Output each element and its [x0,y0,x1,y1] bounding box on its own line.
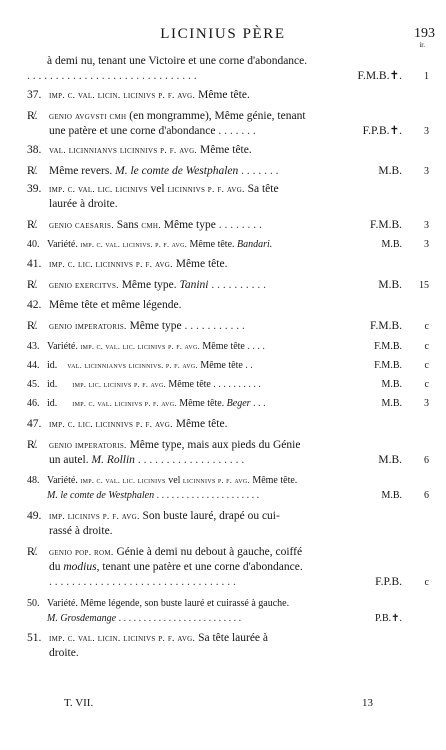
entry-line [27,257,429,272]
entry-number: 44. [27,360,40,371]
entry-text: imp. c. lic. licinnivs p. f. avg. Même tête. [49,258,228,270]
entry-text: genio avgvsti cmh (en mongramme), Même génie, tenant [49,110,306,122]
entry-line [27,575,429,590]
entry-text: genio exercitvs. Même type. Tanini . . . . . . . . . . [49,279,266,291]
entry-text: val. licinnianvs licinnivs p. f. avg. Même tête. [49,144,252,156]
entry-number: 40. [27,239,40,250]
entry-number: R̸. [27,320,38,332]
catalogue-entry [27,377,429,392]
entry-line [27,88,429,103]
catalogue-entries [27,54,429,661]
entry-line [27,298,429,313]
entry-text: laurée à droite. [49,198,118,210]
catalogue-entry [27,143,429,158]
rarity-value: 3 [424,166,429,177]
entry-number: 38. [27,144,42,156]
entry-line [27,164,429,179]
entry-number: 48. [27,475,40,486]
entry-text: droite. [49,647,79,659]
entry-line [27,438,429,453]
entry-line [27,358,429,373]
rarity-value: c [424,360,429,371]
entry-number: 45. [27,379,40,390]
tome-number: T. VII. [64,697,94,709]
collection-reference: F.M.B. [374,360,402,371]
entry-number: 46. [27,398,40,409]
entry-text: imp. c. lic. licinnivs p. f. avg. Même tête. [49,418,228,430]
entry-number: R̸. [27,546,38,558]
entry-line [27,69,429,84]
collection-reference: P.B.✝. [374,613,402,624]
catalogue-entry [27,218,429,233]
entry-text: id. imp. lic. licinivs p. f. avg. Même tête . . . . . . . . . . [47,379,261,390]
collection-reference: M.B. [378,454,402,466]
entry-text: genio imperatoris. Même type, mais aux pieds du Génie [49,439,301,451]
entry-line [27,646,429,661]
entry-line [27,278,429,293]
catalogue-entry [27,237,429,252]
catalogue-entry [27,509,429,539]
collection-reference: M.B. [381,398,402,409]
entry-line [27,396,429,411]
entry-line [27,560,429,575]
entry-number: R̸. [27,439,38,451]
entry-line [27,596,429,611]
entry-text: à demi nu, tenant une Victoire et une corne d'abondance. [47,55,308,67]
catalogue-entry [27,358,429,373]
entry-text: genio imperatoris. Même type . . . . . . . . . . . [49,320,245,332]
entry-text: du modius, tenant une patère et une corne d'abondance. [49,561,303,573]
collection-reference: M.B. [381,239,402,250]
entry-line [27,319,429,334]
collection-reference: F.M.B. [374,341,402,352]
entry-line [27,524,429,539]
entry-number: 50. [27,598,40,609]
entry-number: R̸. [27,279,38,291]
entry-number: R̸. [27,110,38,122]
catalogue-entry [27,54,429,84]
rarity-value: c [424,379,429,390]
entry-number: 37. [27,89,42,101]
entry-text: . . . . . . . . . . . . . . . . . . . . . . . . . . . . . . . . . [49,576,236,588]
entry-number: R̸. [27,219,38,231]
rarity-value: c [424,321,429,332]
entry-text: imp. c. val. lic. licinivs vel licinnivs p. f. avg. Sa tête [49,183,279,195]
entry-text: imp. c. val. licin. licinivs p. f. avg. Sa tête laurée à [49,632,269,644]
catalogue-entry [27,417,429,432]
catalogue-entry [27,298,429,313]
collection-reference: M.B. [378,279,402,291]
entry-text: Variété. imp. c. val. lic. licinivs p. f. avg. Même tête . . . . [47,341,265,352]
entry-text: Même revers. M. le comte de Westphalen . . . . . . . [49,165,279,177]
entry-line [27,545,429,560]
entry-line [27,54,429,69]
entry-number: R̸. [27,165,38,177]
rarity-value: 3 [424,126,429,137]
entry-line [27,509,429,524]
entry-text: id. imp. c. val. licinivs p. f. avg. Même tête. Beger . . . [47,398,266,409]
entry-line [27,197,429,212]
entry-line [27,237,429,252]
rarity-value: 6 [424,455,429,466]
catalogue-entry [27,339,429,354]
entry-text: Même tête et même légende. [49,299,182,311]
rarity-value: 3 [424,220,429,231]
entry-text: genio caesaris. Sans cmh. Même type . . . . . . . . [49,219,262,231]
entry-number: 42. [27,299,42,311]
collection-reference: F.M.B. [370,219,402,231]
entry-number: 49. [27,510,42,522]
entry-text: id. val. licinnianvs licinnivs. p. f. avg. Même tête . . [47,360,253,371]
collection-reference: F.M.B.✝. [357,70,402,82]
entry-text: genio pop. rom. Génie à demi nu debout à gauche, coiffé [49,546,303,558]
catalogue-entry [27,109,429,139]
catalogue-entry [27,88,429,103]
page-number: 193 [414,26,435,41]
rarity-value: 3 [424,398,429,409]
catalogue-entry [27,473,429,503]
entry-line [27,143,429,158]
entry-line [27,417,429,432]
entry-line [27,377,429,392]
entry-line [27,182,429,197]
entry-text: imp. licinivs p. f. avg. Son buste lauré, drapé ou cui- [49,510,280,522]
entry-text: Variété. Même légende, son buste lauré et cuirassé à gauche. [47,598,290,609]
catalogue-entry [27,278,429,293]
entry-line [27,218,429,233]
page-footer [0,697,446,713]
catalogue-entry [27,438,429,468]
collection-reference: F.M.B. [370,320,402,332]
rarity-value: 1 [424,71,429,82]
entry-text: une patère et une corne d'abondance . . . . . . . [49,125,256,137]
collection-reference: M.B. [381,379,402,390]
catalogue-entry [27,545,429,590]
entry-text: M. le comte de Westphalen . . . . . . . . . . . . . . . . . . . . . [47,490,260,501]
entry-line [27,488,429,503]
entry-text: Variété. imp. c. val. licinivs. p. f. avg. Même tête. Bandari. [47,239,273,250]
running-title: LICINIUS PÈRE [160,26,286,42]
entry-text: rassé à droite. [49,525,113,537]
entry-line [27,453,429,468]
collection-reference: F.P.B. [375,576,402,588]
catalogue-entry [27,596,429,626]
entry-number: 47. [27,418,42,430]
rarity-value: c [424,577,429,588]
catalogue-entry [27,182,429,212]
entry-text: un autel. M. Rollin . . . . . . . . . . . . . . . . . . . [49,454,245,466]
page-header [0,26,446,50]
entry-text: . . . . . . . . . . . . . . . . . . . . . . . . . . . . . . [27,70,197,82]
collection-reference: M.B. [381,490,402,501]
catalogue-entry [27,257,429,272]
entry-line [27,339,429,354]
entry-line [27,473,429,488]
entry-text: Variété. imp. c. val. lic. licinivs vel licinnivs p. f. avg. Même tête. [47,475,298,486]
entry-number: 39. [27,183,42,195]
entry-number: 41. [27,258,42,270]
entry-number: 51. [27,632,42,644]
rarity-value: c [424,341,429,352]
rarity-value: 15 [419,280,429,291]
catalogue-entry [27,396,429,411]
entry-line [27,611,429,626]
printer-signature: 13 [362,697,373,709]
rarity-value: 3 [424,239,429,250]
rarity-value: 6 [424,490,429,501]
entry-text: imp. c. val. licin. licinivs p. f. avg. Même tête. [49,89,250,101]
catalogue-entry [27,631,429,661]
page-mark: ir. [419,41,425,49]
collection-reference: M.B. [378,165,402,177]
entry-line [27,109,429,124]
entry-text: M. Grosdemange . . . . . . . . . . . . . . . . . . . . . . . . . [47,613,242,624]
collection-reference: F.P.B.✝. [362,125,402,137]
catalogue-entry [27,164,429,179]
entry-line [27,124,429,139]
catalogue-entry [27,319,429,334]
entry-line [27,631,429,646]
entry-number: 43. [27,341,40,352]
